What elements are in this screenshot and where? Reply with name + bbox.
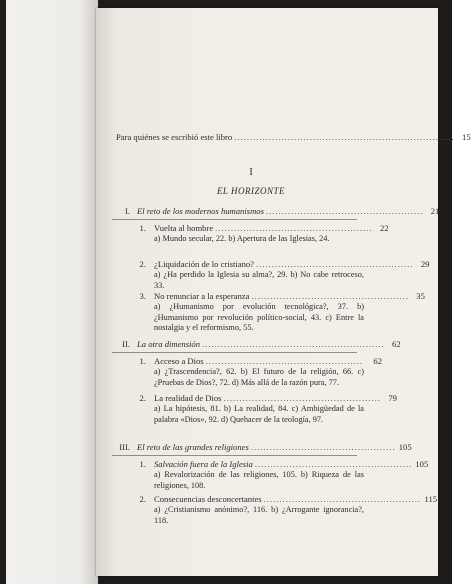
section-number: II. xyxy=(122,339,130,349)
item-title: La realidad de Dios xyxy=(154,393,222,403)
item-page: 29 xyxy=(420,259,430,269)
section-page: 62 xyxy=(392,339,401,349)
book-page xyxy=(96,8,471,576)
divider xyxy=(112,455,357,456)
item-page: 62 xyxy=(373,356,382,366)
leader-dots: .................................................. xyxy=(251,291,409,301)
item-page: 79 xyxy=(388,393,397,403)
section-title: El reto de los modernos humanismos xyxy=(137,206,264,216)
item-subentries: a) ¿Humanismo por evolución tecnológica?, 37. b) ¿Humanismo por revolución político-social, 43. c) Entre la nostalgia y el reformismo, 55. xyxy=(154,302,364,333)
item-subentries: a) ¿Trascendencia?, 62. b) El futuro de la religión, 66. c) ¿Pruebas de Dios?, 72. d) Más allá de la razón pura, 77. xyxy=(154,367,364,387)
item-entry xyxy=(154,259,430,270)
item-number: 1. xyxy=(139,356,146,366)
leader-dots: .................................................. xyxy=(256,259,414,269)
section-page: 21 xyxy=(430,206,440,216)
leader-dots: .................................................. xyxy=(254,459,413,469)
section-entry xyxy=(137,206,440,217)
item-entry xyxy=(154,356,382,367)
section-number: I. xyxy=(124,206,130,216)
item-subentries: a) ¿Ha perdido la Iglesia su alma?, 29. b) No cabe retroceso, 33. xyxy=(154,270,364,290)
divider xyxy=(112,219,357,220)
item-subentries: a) La hipótesis, 81. b) La realidad, 84. c) Ambigüedad de la palabra «Dios», 92. d) Quehacer de la teología, 97. xyxy=(154,404,364,424)
item-number: 2. xyxy=(139,259,146,269)
section-title: La otra dimensión xyxy=(137,339,201,349)
section-number: III. xyxy=(119,442,130,452)
item-title: No renunciar a la esperanza xyxy=(154,291,250,301)
divider xyxy=(112,352,357,353)
intro-entry xyxy=(116,132,471,143)
item-page: 115 xyxy=(424,494,438,504)
intro-label: Para quiénes se escribió este libro xyxy=(116,132,233,142)
item-subentries: a) Revalorización de las religiones, 105. b) Riqueza de las religiones, 108. xyxy=(154,470,364,490)
leader-dots: .................................................. xyxy=(263,494,422,504)
item-entry xyxy=(154,393,397,404)
section-title: El reto de las grandes religiones xyxy=(137,442,249,452)
item-title: Vuelta al hombre xyxy=(154,223,214,233)
part-title: EL HORIZONTE xyxy=(216,186,286,196)
leader-dots: .................................................. xyxy=(265,206,424,216)
intro-page: 15 xyxy=(462,132,471,142)
item-title: Acceso a Dios xyxy=(154,356,204,366)
item-title: Consecuencias desconcertantes xyxy=(154,494,262,504)
item-page: 35 xyxy=(416,291,425,301)
leader-dots: .................................................. xyxy=(205,356,364,366)
left-page xyxy=(6,0,98,584)
item-number: 1. xyxy=(139,459,146,469)
item-page: 22 xyxy=(379,223,389,233)
item-entry xyxy=(154,494,438,505)
item-subentries: a) ¿Cristianismo anónimo?, 116. b) ¿Arrogante ignorancia?, 118. xyxy=(154,505,364,525)
leader-dots: .................................................. xyxy=(223,393,381,403)
section-entry xyxy=(137,339,401,350)
leader-dots: .......................................................... xyxy=(202,339,385,349)
item-title: ¿Liquidación de lo cristiano? xyxy=(154,259,254,269)
section-page: 105 xyxy=(398,442,412,452)
item-entry xyxy=(154,223,389,234)
item-subentries: a) Mundo secular, 22. b) Apertura de las Iglesias, 24. xyxy=(154,234,330,243)
item-title: Salvación fuera de la Iglesia xyxy=(154,459,253,469)
item-number: 2. xyxy=(139,393,146,403)
item-number: 2. xyxy=(139,494,146,504)
part-numeral: I xyxy=(249,167,253,178)
item-entry xyxy=(154,459,429,470)
item-entry xyxy=(154,291,425,302)
item-number: 1. xyxy=(139,223,146,233)
section-entry xyxy=(137,442,412,453)
leader-dots: .............................................. xyxy=(250,442,396,452)
item-page: 105 xyxy=(415,459,429,469)
leader-dots: ...................................................................... xyxy=(234,132,455,142)
leader-dots: .................................................. xyxy=(215,223,373,233)
item-number: 3. xyxy=(139,291,146,301)
